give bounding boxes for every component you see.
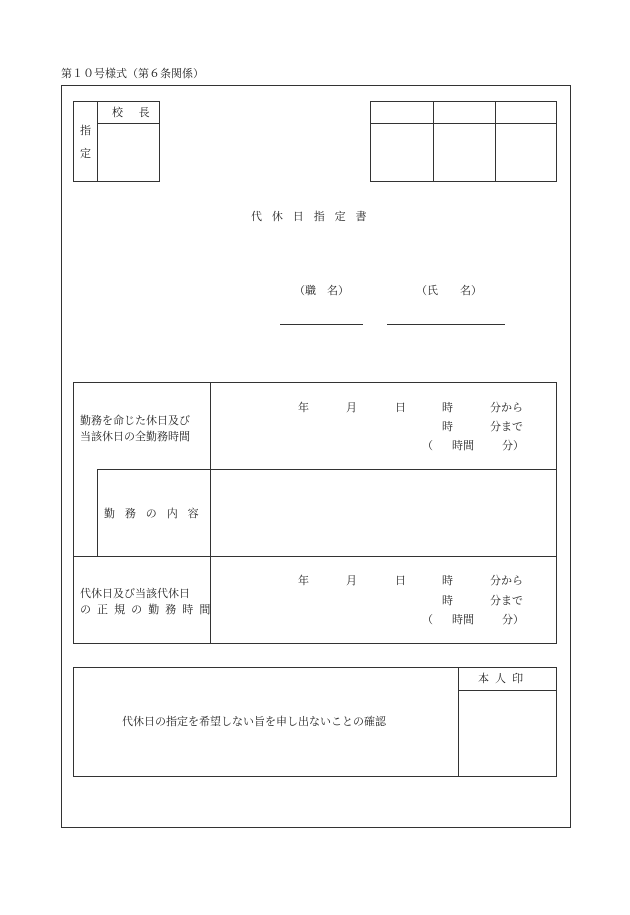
section1-month: 月 [346, 401, 357, 414]
form-number-label: 第１０号様式（第６条関係） [61, 67, 204, 80]
section1-hours-label: 時間 [452, 439, 474, 452]
section3-hour: 時 [442, 574, 453, 587]
principal-label: 校 長 [112, 106, 156, 119]
section1-paren-open: （ [422, 439, 433, 452]
work-content-label: 勤務の内容 [104, 507, 209, 520]
section1-from: 分から [490, 401, 523, 414]
stamp-cells-header-line [370, 123, 557, 124]
section3-minutes-label: 分） [502, 613, 524, 626]
seal-area[interactable] [459, 691, 556, 776]
section1-label-line2: 当該休日の全勤務時間 [80, 430, 190, 443]
section3-day: 日 [395, 574, 406, 587]
name-label: （氏 名） [416, 284, 482, 297]
table-indent-line [97, 469, 98, 556]
stamp-cell-divider-2 [495, 101, 496, 182]
section3-hour2: 時 [442, 594, 453, 607]
section1-hour: 時 [442, 401, 453, 414]
table-row-line-2 [73, 556, 557, 557]
seal-header: 本人印 [478, 672, 530, 685]
section3-from: 分から [490, 574, 523, 587]
stamp-header-line [97, 123, 160, 124]
confirmation-text: 代休日の指定を希望しない旨を申し出ないことの確認 [122, 715, 386, 728]
section1-until: 分まで [490, 420, 523, 433]
section3-paren-open: （ [422, 613, 433, 626]
section1-day: 日 [395, 401, 406, 414]
stamp-cells-right [370, 101, 557, 182]
section1-minutes-label: 分） [502, 439, 524, 452]
section3-label-line1: 代休日及び当該代休日 [80, 587, 190, 600]
position-label: （職 名） [294, 284, 349, 297]
stamp-side-label-2: 定 [80, 147, 91, 160]
section3-label-line2: の正規の勤務時間 [80, 603, 217, 616]
stamp-divider [97, 101, 98, 182]
section1-year: 年 [298, 401, 309, 414]
name-field-line[interactable] [387, 324, 505, 325]
position-field-line[interactable] [280, 324, 363, 325]
section3-hours-label: 時間 [452, 613, 474, 626]
table-row-line-1 [97, 469, 557, 470]
stamp-cell-divider-1 [433, 101, 434, 182]
section3-until: 分まで [490, 594, 523, 607]
stamp-side-label-1: 指 [80, 124, 91, 137]
document-title: 代休日指定書 [251, 210, 377, 223]
section1-hour2: 時 [442, 420, 453, 433]
section1-label-line1: 勤務を命じた休日及び [80, 414, 190, 427]
section3-month: 月 [346, 574, 357, 587]
section3-year: 年 [298, 574, 309, 587]
